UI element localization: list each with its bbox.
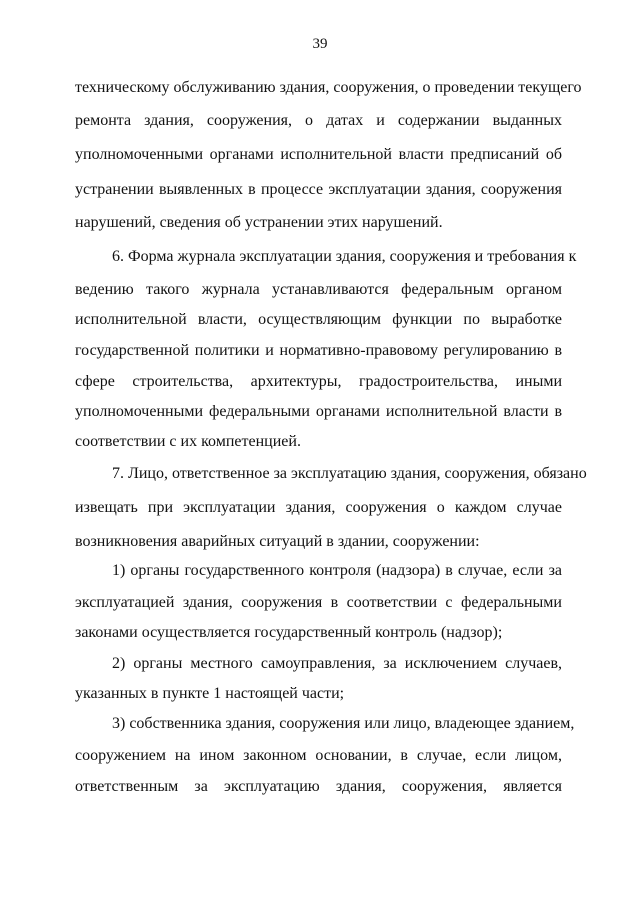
item-3-start: 3) собственника здания, сооружения или лицо, владеющее зданием,: [112, 715, 575, 732]
text-line: уполномоченными федеральными органами исполнительной власти в: [75, 403, 562, 420]
page-number: 39: [312, 36, 328, 52]
text-line: государственной политики и нормативно-правовому регулированию в: [75, 342, 562, 359]
text-line: устранении выявленных в процессе эксплуатации здания, сооружения: [75, 181, 562, 198]
text-line: сооружением на ином законном основании, в случае, если лицом,: [75, 747, 562, 764]
text-line: ведению такого журнала устанавливаются федеральным органом: [75, 281, 562, 298]
text-line: техническому обслуживанию здания, сооружения, о проведении текущего: [75, 79, 582, 96]
text-line: сфере строительства, архитектуры, градостроительства, иными: [75, 373, 562, 390]
item-1-start: 1) органы государственного контроля (надзора) в случае, если за: [112, 562, 562, 579]
text-line: эксплуатацией здания, сооружения в соответствии с федеральными: [75, 594, 562, 611]
paragraph-6-start: 6. Форма журнала эксплуатации здания, сооружения и требования к: [112, 248, 577, 265]
paragraph-7-start: 7. Лицо, ответственное за эксплуатацию здания, сооружения, обязано: [112, 465, 587, 482]
text-line: возникновения аварийных ситуаций в здании, сооружении:: [75, 533, 480, 550]
text-line: ответственным за эксплуатацию здания, сооружения, является: [75, 778, 562, 795]
text-line: законами осуществляется государственный контроль (надзор);: [75, 624, 503, 641]
text-line: уполномоченными органами исполнительной власти предписаний об: [75, 146, 562, 163]
text-line: соответствии с их компетенцией.: [75, 433, 301, 450]
text-line: нарушений, сведения об устранении этих нарушений.: [75, 214, 443, 231]
text-line: извещать при эксплуатации здания, сооружения о каждом случае: [75, 499, 562, 516]
text-line: указанных в пункте 1 настоящей части;: [75, 685, 345, 702]
item-2-start: 2) органы местного самоуправления, за исключением случаев,: [112, 655, 562, 672]
text-line: исполнительной власти, осуществляющим функции по выработке: [75, 311, 562, 328]
text-line: ремонта здания, сооружения, о датах и содержании выданных: [75, 112, 562, 129]
